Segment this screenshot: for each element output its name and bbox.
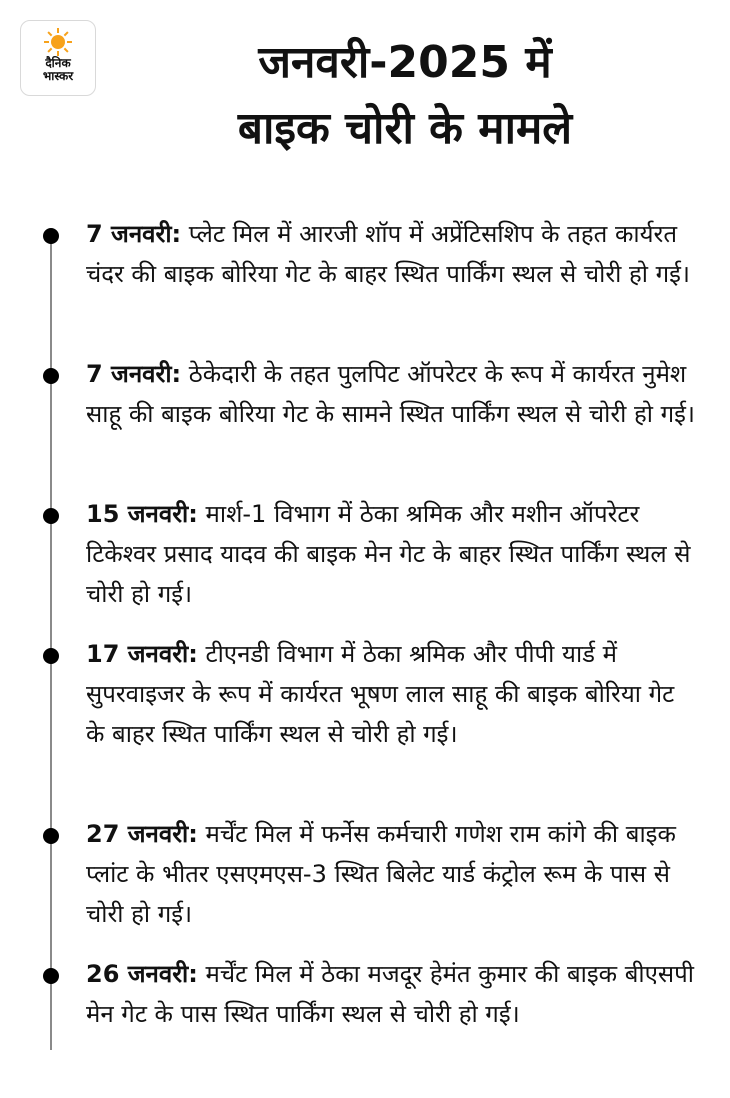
entry-date: 15 जनवरी: [86,500,198,528]
entry-text [86,954,696,1034]
dainik-bhaskar-logo [20,20,96,96]
entry-date: 7 जनवरी: [86,220,182,248]
page-title [100,30,710,162]
timeline-line [50,232,52,1050]
title-line-1: जनवरी-2025 में [258,37,552,88]
entry-description: टीएनडी विभाग में ठेका श्रमिक और पीपी यार्ड में सुपरवाइजर के रूप में कार्यरत भूषण लाल साहू की बाइक बोरिया गेट के बाहर स्थित पार्किंग स्थल से चोरी हो गई। [86,640,675,748]
logo-text: दैनिक भास्कर [42,56,74,83]
timeline-dot [43,968,59,984]
sun-icon [43,27,73,57]
title-line-2: बाइक चोरी के मामले [237,103,573,154]
timeline-dot [43,828,59,844]
entry-text [86,814,696,934]
timeline-dot [43,648,59,664]
entry-text [86,634,696,754]
entry-date: 26 जनवरी: [86,960,198,988]
entry-description: मार्श-1 विभाग में ठेका श्रमिक और मशीन ऑपरेटर टिकेश्वर प्रसाद यादव की बाइक मेन गेट के बाहर स्थित पार्किंग स्थल से चोरी हो गई। [86,500,691,608]
timeline-dot [43,368,59,384]
entry-text [86,494,696,614]
entry-date: 7 जनवरी: [86,360,182,388]
entry-text [86,214,696,294]
entry-description: मर्चेंट मिल में ठेका मजदूर हेमंत कुमार की बाइक बीएसपी मेन गेट के पास स्थित पार्किंग स्थल से चोरी हो गई। [86,960,694,1028]
entry-date: 27 जनवरी: [86,820,198,848]
timeline-dot [43,228,59,244]
entry-description: ठेकेदारी के तहत पुलपिट ऑपरेटर के रूप में कार्यरत नुमेश साहू की बाइक बोरिया गेट के सामने स्थित पार्किंग स्थल से चोरी हो गई। [86,360,696,428]
timeline-dot [43,508,59,524]
entry-text [86,354,696,434]
entry-description: मर्चेंट मिल में फर्नेस कर्मचारी गणेश राम कांगे की बाइक प्लांट के भीतर एसएमएस-3 स्थित बिलेट यार्ड कंट्रोल रूम के पास से चोरी हो गई। [86,820,676,928]
entry-description: प्लेट मिल में आरजी शॉप में अप्रेंटिसशिप के तहत कार्यरत चंदर की बाइक बोरिया गेट के बाहर स्थित पार्किंग स्थल से चोरी हो गई। [86,220,690,288]
entry-date: 17 जनवरी: [86,640,198,668]
